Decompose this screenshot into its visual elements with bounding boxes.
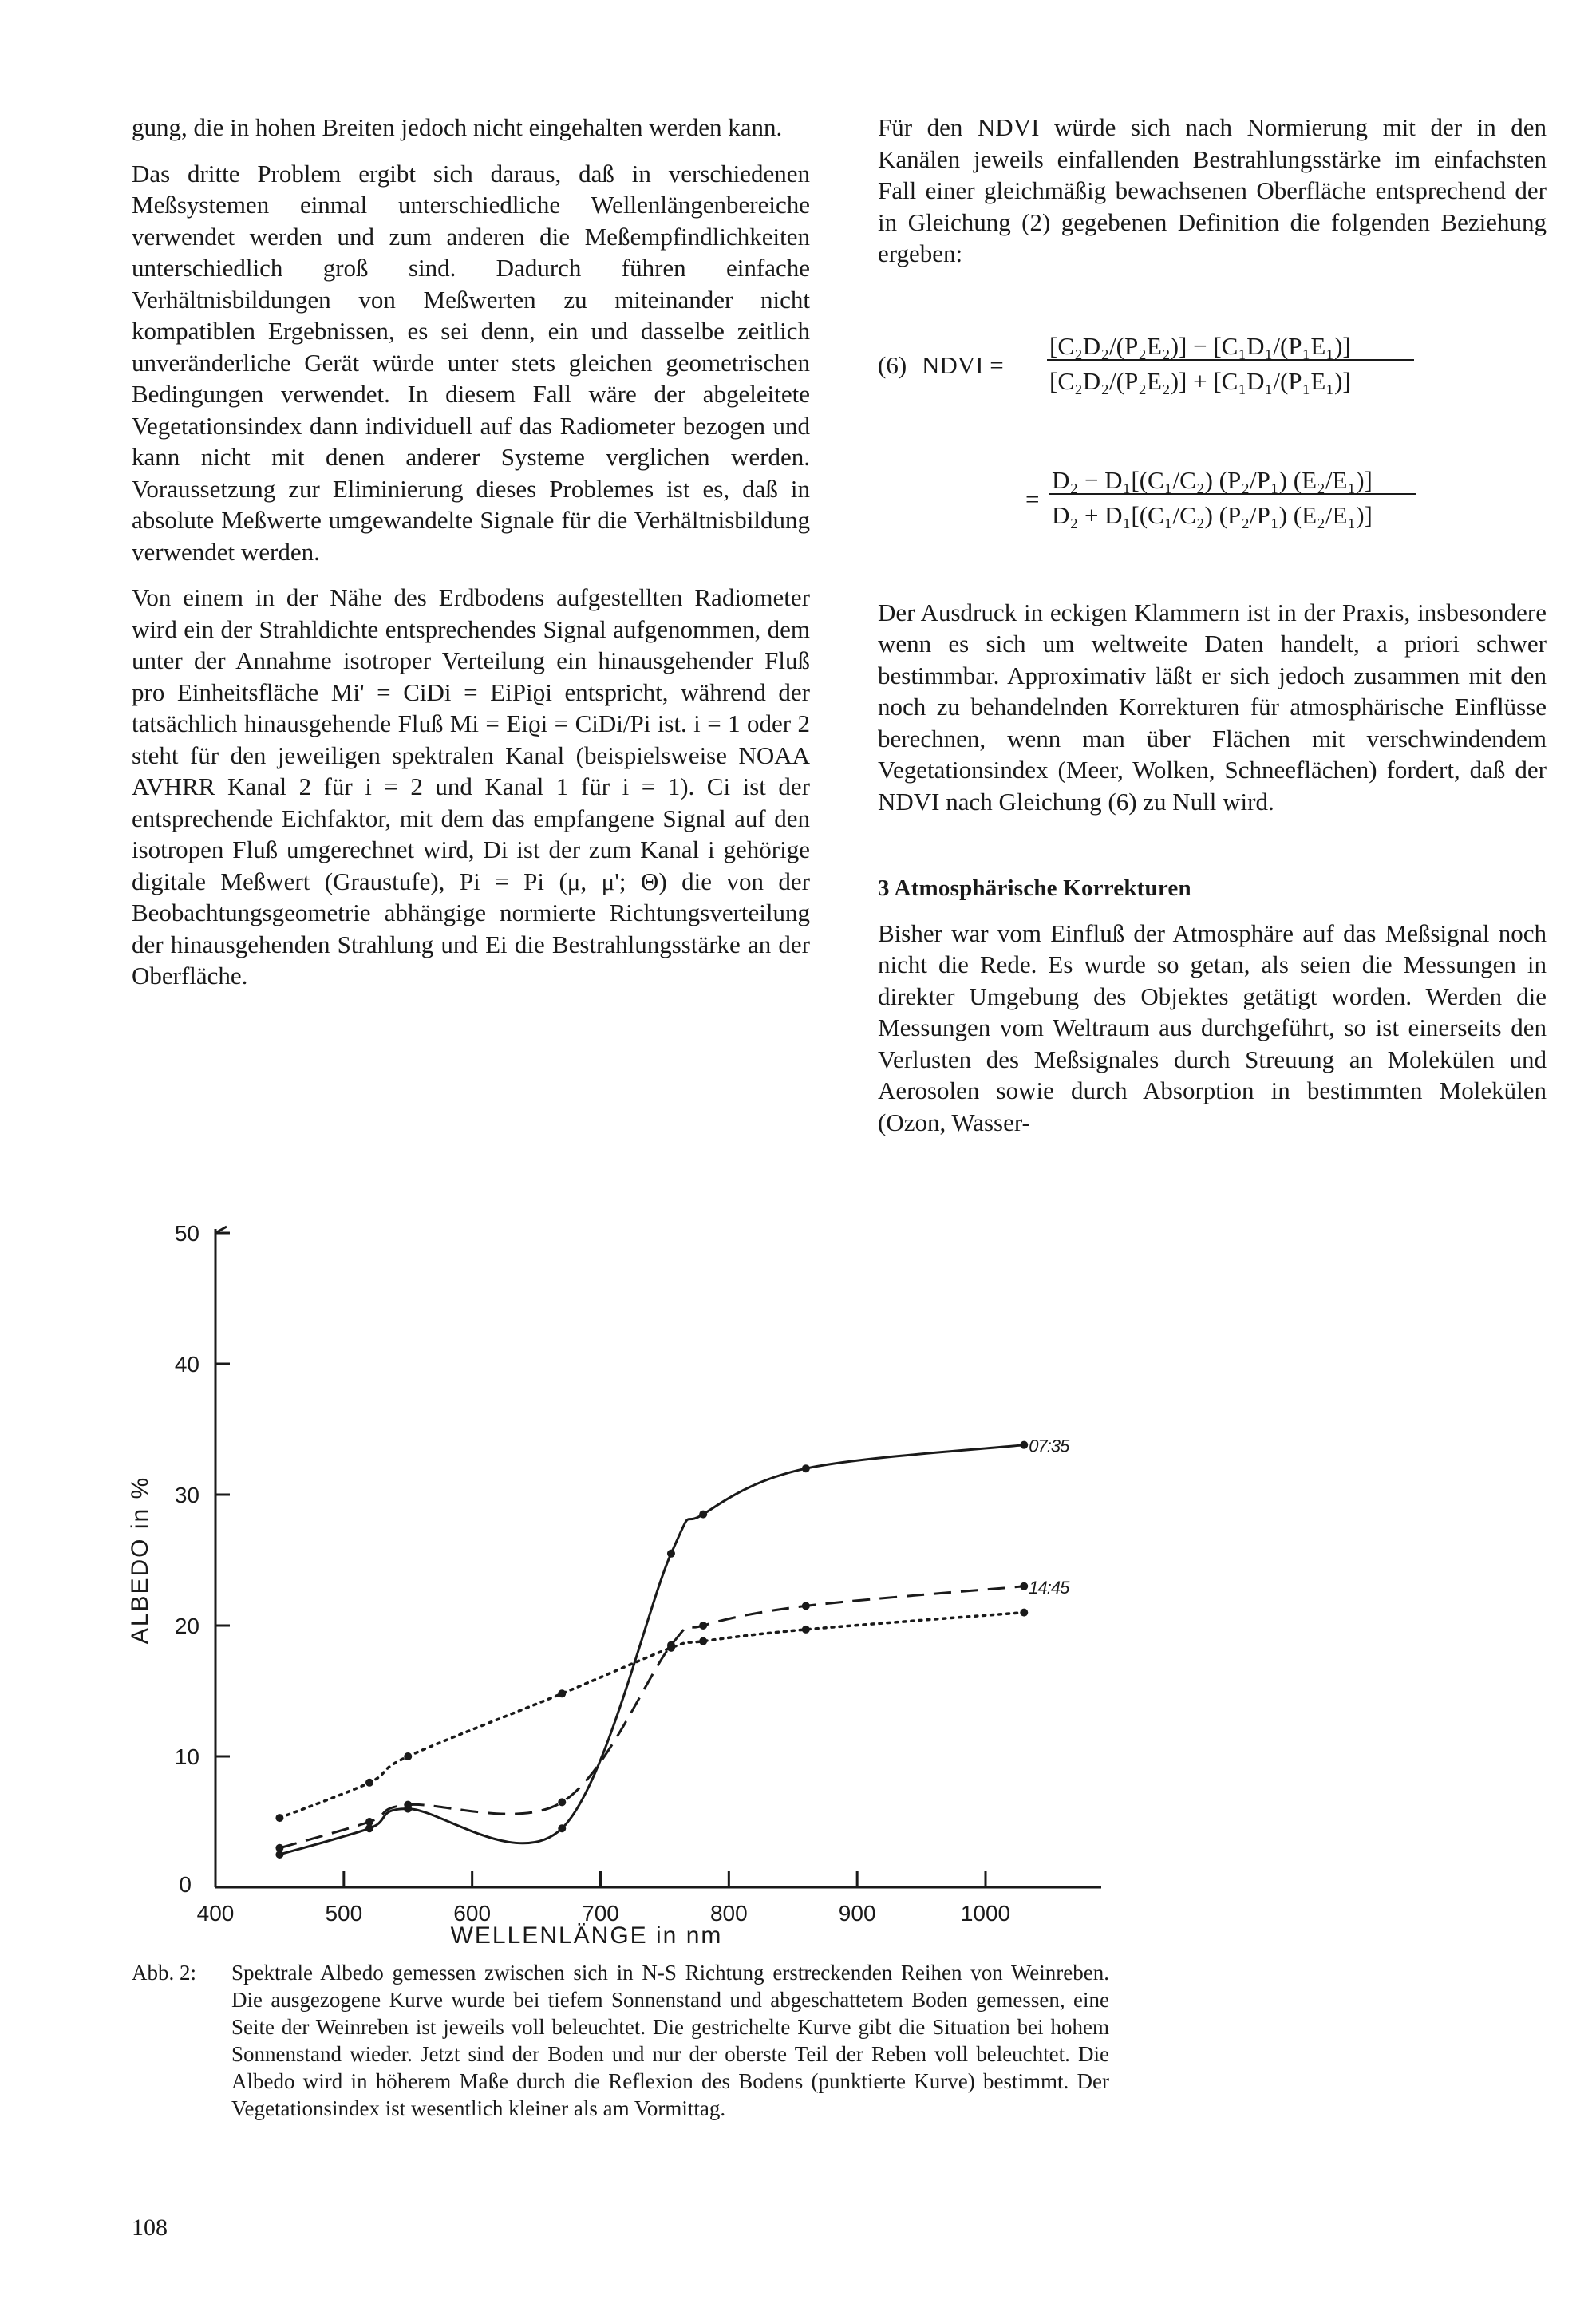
equation-6 xyxy=(878,302,1547,565)
data-point xyxy=(699,1622,707,1630)
data-point xyxy=(699,1637,707,1645)
paragraph-radiometer: Von einem in der Nähe des Erdbodens aufgestellten Radiometer wird ein der Strahldichte entsprechendes Signal aufgenommen, dem unter der Annahme isotroper Verteilung ein hinausgehender Fluß pro Einheitsfläche Mi' = CiDi = EiPiϱi entspricht, während der tatsächlich hinausgehende Fluß Mi = Eiϱi = CiDi/Pi ist. i = 1 oder 2 steht für den jeweiligen spektralen Kanal (beispielsweise NOAA AVHRR Kanal 2 für i = 2 und Kanal 1 für i = 1). Ci ist der entsprechende Eichfaktor, mit dem das empfangene Signal auf den isotropen Fluß umgerechnet wird, Di ist der zum Kanal i gehörige digitale Meßwert (Graustufe), Pi = Pi (μ, μ'; Θ) die von der Beobachtungsgeometrie abhängige normierte Richtungsverteilung der hinausgehenden Strahlung und Ei die Bestrahlungsstärke an der Oberfläche. xyxy=(132,583,810,990)
x-tick-label: 800 xyxy=(709,1901,748,1926)
page-number: 108 xyxy=(132,2214,168,2241)
x-tick-label: 400 xyxy=(196,1901,235,1926)
equation-equals-2: = xyxy=(1025,484,1040,513)
data-point xyxy=(275,1814,283,1822)
data-point xyxy=(558,1798,566,1806)
x-axis-label: WELLENLÄNGE in nm xyxy=(450,1922,723,1947)
equation-denominator-2: D₂ + D₁[(C₁/C₂) (P₂/P₁) (E₂/E₁)] xyxy=(1052,500,1373,529)
equation-denominator-1: [C₂D₂/(P₂E₂)] + [C₁D₁/(P₁E₁)] xyxy=(1049,366,1351,395)
paragraph-ndvi-intro: Für den NDVI würde sich nach Normierung mit der in den Kanälen jeweils einfallenden Bestrahlungsstärke im einfachsten Fall einer gleichmäßig bewachsenen Oberfläche entsprechend der in Gleichung (2) gegebenen Definition die folgenden Beziehung ergeben: xyxy=(878,113,1547,267)
paragraph-continuation: gung, die in hohen Breiten jedoch nicht eingehalten werden kann. xyxy=(132,113,783,141)
data-point xyxy=(802,1602,810,1610)
right-column xyxy=(878,112,1547,1152)
data-point xyxy=(365,1779,373,1787)
data-point xyxy=(667,1644,675,1652)
series-label: 14:45 xyxy=(1029,1577,1069,1598)
equation-numerator-1: [C₂D₂/(P₂E₂)] − [C₁D₁/(P₁E₁)] xyxy=(1049,331,1351,360)
albedo-chart xyxy=(120,1213,1125,1947)
series-line-solid xyxy=(279,1445,1024,1855)
data-point xyxy=(699,1511,707,1519)
series-label: 07:35 xyxy=(1029,1436,1069,1456)
caption-text: Spektrale Albedo gemessen zwischen sich in N-S Richtung erstreckenden Reihen von Weinreben. Die ausgezogene Kurve wurde bei tiefem Sonnenstand und abgeschattetem Boden gemessen, eine Seite der Weinreben ist jeweils voll beleuchtet. Die gestrichelte Kurve gibt die Situation bei hohem Sonnenstand wieder. Jetzt sind der Boden und nur der oberste Teil der Reben voll beleuchtet. Die Albedo wird in höherem Maße durch die Reflexion des Bodens (punktierte Kurve) bestimmt. Der Vegetationsindex ist wesentlich kleiner als am Vormittag. xyxy=(231,1961,1109,2120)
fraction-line-1 xyxy=(1047,359,1414,361)
data-point xyxy=(404,1801,412,1809)
data-point xyxy=(1020,1582,1028,1590)
series-line-dotted xyxy=(279,1613,1024,1818)
fraction-line-2 xyxy=(1049,493,1416,495)
paragraph-atmosphere: Bisher war vom Einfluß der Atmosphäre auf das Meßsignal noch nicht die Rede. Es wurde so getan, als seien die Messungen in direkter Umgebung des Objektes getätigt worden. Werden die Messungen vom Weltraum aus durchgeführt, so ist einerseits den Verlusten des Meßsignales durch Streuung an Molekülen und Aerosolen sowie durch Absorption in bestimmten Molekülen (Ozon, Wasser- xyxy=(878,918,1547,1136)
equation-lhs: NDVI = xyxy=(922,350,1004,379)
x-tick-label: 500 xyxy=(325,1901,363,1926)
y-tick-label: 0 xyxy=(179,1872,192,1897)
y-tick-label: 10 xyxy=(174,1744,200,1769)
chart-axes xyxy=(215,1227,1101,1887)
data-point xyxy=(404,1752,412,1760)
y-axis-label: ALBEDO in % xyxy=(127,1476,153,1645)
data-point xyxy=(1020,1609,1028,1617)
paragraph-third-problem: Das dritte Problem ergibt sich daraus, daß in verschiedenen Meßsystemen einmal unterschiedliche Wellenlängenbereiche verwendet werden und zum anderen die Meßempfindlichkeiten unterschiedlich groß sind. Dadurch führen einfache Verhältnisbildungen von Meßwerten zu miteinander nicht kompatiblen Ergebnissen, es sei denn, ein und dasselbe zeitlich unveränderliche Gerät würde unter stets gleichen geometrischen Bedingungen verwendet. In diesem Fall wäre der abgeleitete Vegetationsindex dann individuell auf das Radiometer bezogen und kann nicht mit denen anderer Systeme verglichen werden. Voraussetzung zur Eliminierung dieses Problemes ist es, daß in absolute Meßwerte umgewandelte Signale für die Verhältnisbildung verwendet werden. xyxy=(132,159,810,566)
paragraph-after-equation: Der Ausdruck in eckigen Klammern ist in der Praxis, insbesondere wenn es sich um weltweite Daten handelt, a priori schwer bestimmbar. Approximativ läßt er sich jedoch zusammen mit den noch zu behandelnden Korrekturen für atmosphärische Einflüsse berechnen, wenn man über Flächen mit verschwindendem Vegetationsindex (Meer, Wolken, Schneeflächen) fordert, daß der NDVI nach Gleichung (6) zu Null wird. xyxy=(878,598,1547,816)
chart-series xyxy=(275,1441,1028,1859)
data-point xyxy=(802,1626,810,1634)
data-point xyxy=(802,1464,810,1472)
series-line-dashed xyxy=(279,1586,1024,1848)
data-point xyxy=(365,1818,373,1826)
data-point xyxy=(275,1844,283,1852)
x-tick-label: 900 xyxy=(838,1901,876,1926)
equation-number: (6) xyxy=(878,350,907,379)
section-heading: 3 Atmosphärische Korrekturen xyxy=(878,875,1191,901)
data-point xyxy=(558,1824,566,1832)
y-tick-label: 40 xyxy=(174,1352,200,1377)
x-tick-label: 600 xyxy=(453,1901,492,1926)
y-tick-label: 30 xyxy=(174,1483,200,1507)
caption-label: Abb. 2: xyxy=(132,1961,196,1985)
equation-numerator-2: D₂ − D₁[(C₁/C₂) (P₂/P₁) (E₂/E₁)] xyxy=(1052,465,1373,494)
y-tick-label: 50 xyxy=(174,1221,200,1246)
x-tick-label: 1000 xyxy=(960,1901,1011,1926)
data-point xyxy=(1020,1441,1028,1449)
left-column xyxy=(132,112,810,1006)
data-point xyxy=(667,1550,675,1558)
x-tick-label: 700 xyxy=(582,1901,619,1926)
data-point xyxy=(558,1689,566,1697)
chart-labels xyxy=(127,1221,1070,1947)
y-tick-label: 20 xyxy=(174,1614,200,1638)
